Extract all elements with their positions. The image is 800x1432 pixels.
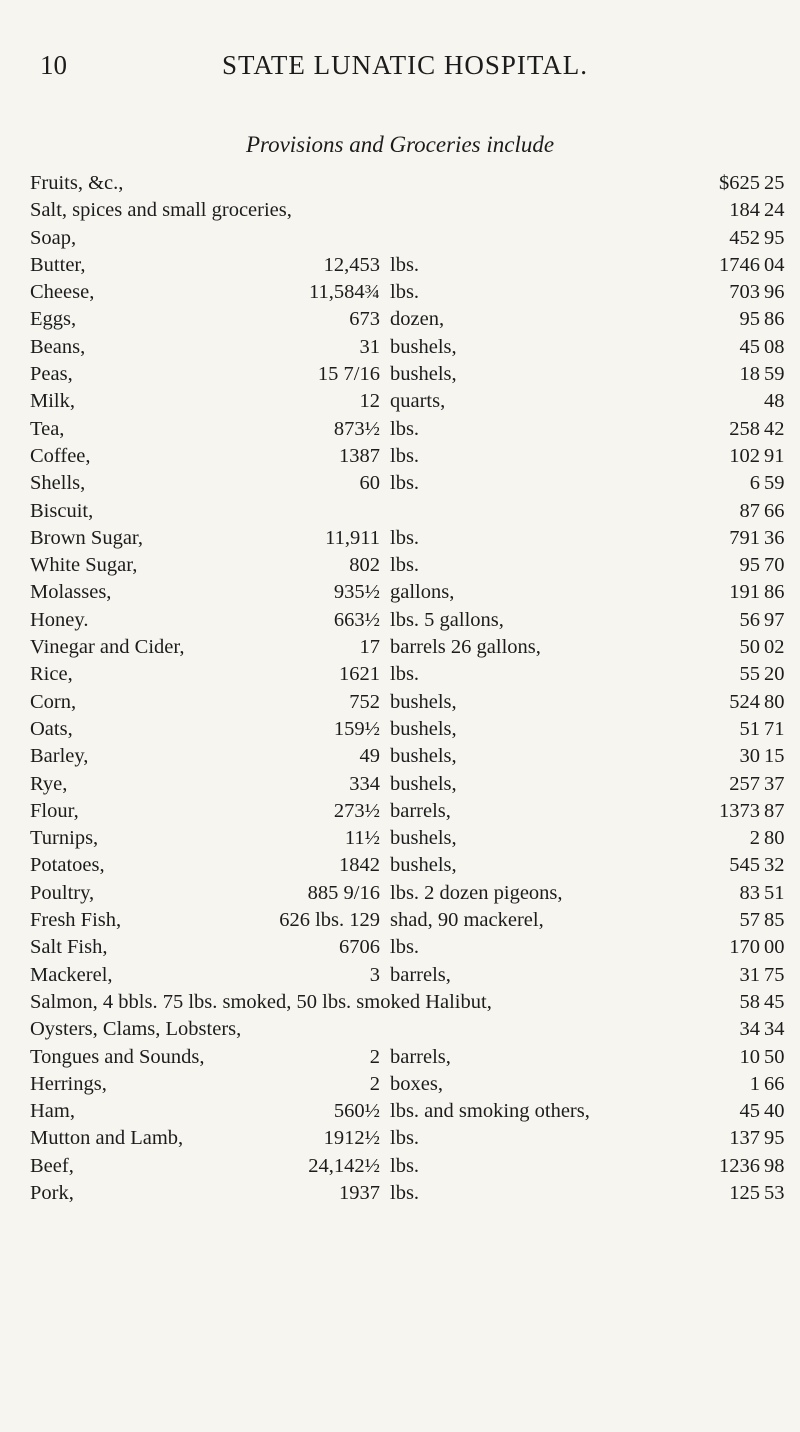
item-cents: 75 [764, 963, 785, 986]
item-quantity: 12 [359, 390, 380, 413]
table-row [0, 334, 800, 361]
item-unit: lbs. [390, 281, 420, 304]
item-description: Salmon, 4 bbls. 75 lbs. smoked, 50 lbs. smoked Halibut, [30, 990, 492, 1013]
table-row [0, 989, 800, 1016]
table-row [0, 852, 800, 879]
item-cents: 71 [764, 717, 785, 740]
table-row [0, 798, 800, 825]
item-unit: shad, 90 mackerel, [390, 909, 544, 932]
item-cents: 66 [764, 499, 785, 522]
item-quantity: 12,453 [323, 253, 380, 276]
item-unit: lbs. [390, 936, 420, 959]
item-unit: barrels, [390, 963, 451, 986]
item-quantity: 49 [359, 745, 380, 768]
table-row [0, 361, 800, 388]
item-cents: 15 [764, 745, 785, 768]
item-label: Rye, [30, 772, 68, 795]
item-label: Corn, [30, 690, 77, 713]
item-quantity: 560½ [333, 1100, 380, 1123]
item-cents: 95 [764, 226, 785, 249]
item-quantity: 1937 [339, 1181, 380, 1204]
item-label: Eggs, [30, 308, 77, 331]
item-label: Herrings, [30, 1072, 107, 1095]
item-unit: barrels, [390, 1045, 451, 1068]
item-dollars: 95 [739, 308, 760, 331]
item-label: Mutton and Lamb, [30, 1127, 184, 1150]
item-label: Beef, [30, 1154, 74, 1177]
item-label: Milk, [30, 390, 75, 413]
item-cents: 37 [764, 772, 785, 795]
item-cents: 86 [764, 581, 785, 604]
item-label: Oysters, Clams, Lobsters, [30, 1018, 242, 1041]
item-unit: quarts, [390, 390, 446, 413]
item-unit: lbs. [390, 554, 420, 577]
item-unit: bushels, [390, 717, 457, 740]
item-quantity: 31 [359, 335, 380, 358]
item-dollars: 56 [739, 608, 760, 631]
item-unit: lbs. [390, 663, 420, 686]
item-quantity: 885 9/16 [307, 881, 380, 904]
section-title: Provisions and Groceries include [245, 132, 555, 157]
item-quantity: 24,142½ [308, 1154, 380, 1177]
item-dollars: 524 [729, 690, 760, 713]
table-row [0, 934, 800, 961]
item-unit: bushels, [390, 772, 457, 795]
item-quantity: 752 [349, 690, 380, 713]
item-dollars: 50 [739, 636, 760, 659]
item-dollars: 125 [729, 1181, 760, 1204]
item-quantity: 273½ [333, 799, 380, 822]
page-header [40, 50, 770, 90]
table-row [0, 1098, 800, 1125]
item-cents: 25 [764, 172, 785, 194]
item-quantity: 11,584¾ [309, 281, 380, 304]
table-row [0, 443, 800, 470]
table-row [0, 1044, 800, 1071]
item-quantity: 935½ [333, 581, 380, 604]
item-label: Poultry, [30, 881, 95, 904]
item-dollars: 1 [749, 1072, 760, 1095]
item-quantity: 159½ [333, 717, 380, 740]
item-unit: bushels, [390, 335, 457, 358]
item-quantity: 11½ [344, 827, 380, 850]
table-row [0, 907, 800, 934]
item-unit: bushels, [390, 854, 457, 877]
item-label: Salt, spices and small groceries, [30, 199, 292, 222]
item-label: Beans, [30, 335, 86, 358]
item-unit: dozen, [390, 308, 445, 331]
item-label: Fresh Fish, [30, 909, 122, 932]
table-row [0, 1016, 800, 1043]
item-dollars: 102 [729, 444, 760, 467]
item-label: Shells, [30, 472, 86, 495]
table-row [0, 498, 800, 525]
item-label: Mackerel, [30, 963, 113, 986]
item-dollars: 791 [729, 526, 760, 549]
table-row [0, 552, 800, 579]
item-dollars: 1746 [719, 253, 760, 276]
table-row [0, 197, 800, 224]
item-quantity: 802 [349, 554, 380, 577]
item-label: Tongues and Sounds, [30, 1045, 205, 1068]
item-unit: barrels 26 gallons, [390, 636, 541, 659]
item-dollars: 257 [729, 772, 760, 795]
table-row [0, 579, 800, 606]
item-cents: 20 [764, 663, 785, 686]
item-cents: 70 [764, 554, 785, 577]
item-label: Tea, [30, 417, 65, 440]
item-dollars: 57 [739, 909, 760, 932]
table-row [0, 306, 800, 333]
item-unit: lbs. [390, 253, 420, 276]
table-row [0, 1180, 800, 1207]
table-row [0, 252, 800, 279]
item-label: Salt Fish, [30, 936, 108, 959]
table-row [0, 416, 800, 443]
item-dollars: 30 [739, 745, 760, 768]
item-quantity: 873½ [333, 417, 380, 440]
item-cents: 80 [764, 827, 785, 850]
item-quantity: 2 [369, 1045, 380, 1068]
item-cents: 59 [764, 472, 785, 495]
item-dollars: 34 [739, 1018, 760, 1041]
provisions-table [0, 170, 800, 1207]
item-unit: lbs. [390, 1154, 420, 1177]
item-unit: lbs. [390, 417, 420, 440]
table-row [0, 743, 800, 770]
item-cents: 50 [764, 1045, 785, 1068]
item-cents: 08 [764, 335, 785, 358]
item-quantity: 2 [369, 1072, 380, 1095]
item-unit: bushels, [390, 827, 457, 850]
item-dollars: 95 [739, 554, 760, 577]
item-cents: 02 [764, 636, 785, 659]
running-head: STATE LUNATIC HOSPITAL. [222, 50, 588, 80]
item-dollars: 170 [729, 936, 760, 959]
item-label: Butter, [30, 253, 86, 276]
item-dollars: 45 [739, 335, 760, 358]
item-label: Vinegar and Cider, [30, 636, 185, 659]
item-dollars: 55 [739, 663, 760, 686]
item-dollars: 10 [739, 1045, 760, 1068]
item-label: Oats, [30, 717, 73, 740]
item-cents: 59 [764, 363, 785, 386]
item-cents: 80 [764, 690, 785, 713]
item-dollars: 45 [739, 1100, 760, 1123]
item-label: Rice, [30, 663, 73, 686]
item-cents: 86 [764, 308, 785, 331]
item-dollars: 58 [739, 990, 760, 1013]
item-cents: 91 [764, 444, 785, 467]
item-cents: 66 [764, 1072, 785, 1095]
item-cents: 85 [764, 909, 785, 932]
item-cents: 36 [764, 526, 785, 549]
item-dollars: 2 [749, 827, 760, 850]
item-dollars: 452 [729, 226, 760, 249]
item-unit: lbs. [390, 1127, 420, 1150]
item-unit: gallons, [390, 581, 455, 604]
item-label: Potatoes, [30, 854, 105, 877]
table-row [0, 771, 800, 798]
item-label: Flour, [30, 799, 79, 822]
item-quantity: 1387 [339, 444, 380, 467]
page-number: 10 [40, 50, 67, 80]
item-unit: lbs. 2 dozen pigeons, [390, 881, 563, 904]
item-cents: 48 [764, 390, 785, 413]
item-cents: 96 [764, 281, 785, 304]
item-dollars: 87 [739, 499, 760, 522]
item-unit: lbs. 5 gallons, [390, 608, 504, 631]
item-dollars: 545 [729, 854, 760, 877]
item-label: Peas, [30, 363, 73, 386]
table-row [0, 388, 800, 415]
item-label: Pork, [30, 1181, 74, 1204]
item-label: Soap, [30, 226, 77, 249]
item-quantity: 673 [349, 308, 380, 331]
item-dollars: 191 [729, 581, 760, 604]
item-quantity: 15 7/16 [317, 363, 380, 386]
item-dollars: 184 [729, 199, 760, 222]
table-row [0, 634, 800, 661]
item-dollars: 18 [739, 363, 760, 386]
item-dollars: 6 [749, 472, 760, 495]
item-dollars: 703 [729, 281, 760, 304]
item-label: Honey. [30, 608, 89, 631]
item-cents: 51 [764, 881, 785, 904]
item-quantity: 11,911 [325, 526, 380, 549]
item-cents: 97 [764, 608, 785, 631]
item-label: Ham, [30, 1100, 75, 1123]
item-label: Barley, [30, 745, 89, 768]
item-dollars: $625 [719, 172, 760, 194]
item-cents: 40 [764, 1100, 785, 1123]
item-cents: 32 [764, 854, 785, 877]
item-unit: lbs. [390, 1181, 420, 1204]
item-quantity: 1621 [339, 663, 380, 686]
item-unit: barrels, [390, 799, 451, 822]
item-quantity: 60 [359, 472, 380, 495]
item-cents: 00 [764, 936, 785, 959]
table-row [0, 470, 800, 497]
item-cents: 04 [764, 253, 785, 276]
item-label: Fruits, &c., [30, 172, 124, 194]
item-quantity: 17 [359, 636, 380, 659]
item-cents: 42 [764, 417, 785, 440]
item-label: Biscuit, [30, 499, 94, 522]
item-unit: boxes, [390, 1072, 443, 1095]
item-dollars: 31 [739, 963, 760, 986]
item-unit: bushels, [390, 363, 457, 386]
item-quantity: 3 [369, 963, 380, 986]
item-cents: 98 [764, 1154, 785, 1177]
table-row [0, 607, 800, 634]
table-row [0, 225, 800, 252]
table-row [0, 1071, 800, 1098]
table-row [0, 279, 800, 306]
item-dollars: 51 [739, 717, 760, 740]
table-row [0, 962, 800, 989]
table-row [0, 661, 800, 688]
item-cents: 53 [764, 1181, 785, 1204]
item-cents: 45 [764, 990, 785, 1013]
item-label: Turnips, [30, 827, 99, 850]
table-row [0, 880, 800, 907]
item-dollars: 83 [739, 881, 760, 904]
item-label: Molasses, [30, 581, 112, 604]
item-unit: bushels, [390, 745, 457, 768]
item-label: Cheese, [30, 281, 95, 304]
item-dollars: 137 [729, 1127, 760, 1150]
item-label: Brown Sugar, [30, 526, 144, 549]
item-cents: 34 [764, 1018, 785, 1041]
table-row [0, 1153, 800, 1180]
table-row [0, 525, 800, 552]
table-row [0, 170, 800, 197]
item-quantity: 1912½ [323, 1127, 380, 1150]
item-unit: lbs. [390, 472, 420, 495]
item-dollars: 1373 [719, 799, 760, 822]
item-unit: bushels, [390, 690, 457, 713]
item-label: White Sugar, [30, 554, 138, 577]
item-unit: lbs. [390, 526, 420, 549]
item-cents: 87 [764, 799, 785, 822]
table-row [0, 716, 800, 743]
item-quantity: 6706 [339, 936, 380, 959]
table-row [0, 1125, 800, 1152]
table-row [0, 825, 800, 852]
item-quantity: 1842 [339, 854, 380, 877]
table-row [0, 689, 800, 716]
item-cents: 24 [764, 199, 785, 222]
item-unit: lbs. and smoking others, [390, 1100, 590, 1123]
item-quantity: 663½ [333, 608, 380, 631]
item-quantity: 626 lbs. 129 [279, 909, 380, 932]
item-cents: 95 [764, 1127, 785, 1150]
item-dollars: 1236 [719, 1154, 760, 1177]
item-dollars: 258 [729, 417, 760, 440]
item-unit: lbs. [390, 444, 420, 467]
item-label: Coffee, [30, 444, 91, 467]
item-quantity: 334 [349, 772, 380, 795]
